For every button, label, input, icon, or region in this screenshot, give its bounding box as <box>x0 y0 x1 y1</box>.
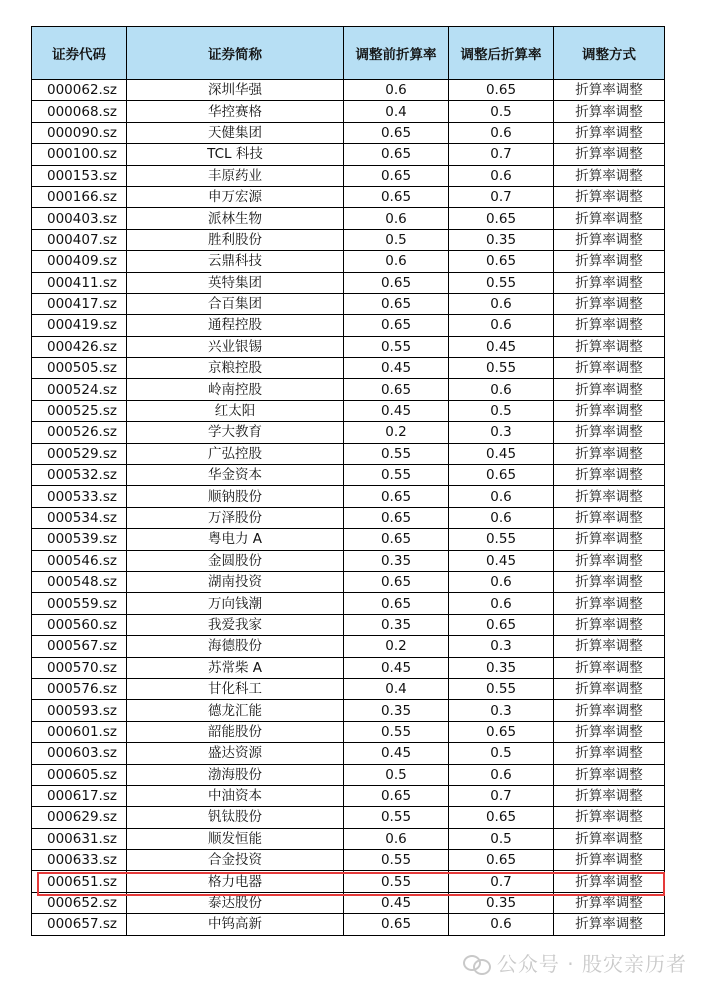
cell-security-name: 粤电力 A <box>127 529 344 550</box>
table-row <box>32 678 665 699</box>
cell-adjust-method: 折算率调整 <box>554 422 665 443</box>
cell-adjust-method: 折算率调整 <box>554 379 665 400</box>
cell-security-code: 000548.sz <box>32 571 127 592</box>
table-row <box>32 785 665 806</box>
cell-adjust-method: 折算率调整 <box>554 101 665 122</box>
cell-security-name: 万泽股份 <box>127 507 344 528</box>
cell-rate-after: 0.35 <box>449 657 554 678</box>
cell-security-name: 韶能股份 <box>127 721 344 742</box>
cell-adjust-method: 折算率调整 <box>554 251 665 272</box>
cell-security-code: 000601.sz <box>32 721 127 742</box>
cell-adjust-method: 折算率调整 <box>554 443 665 464</box>
cell-security-code: 000407.sz <box>32 229 127 250</box>
cell-rate-after: 0.65 <box>449 80 554 101</box>
header-adjust-method: 调整方式 <box>554 27 665 80</box>
cell-rate-after: 0.65 <box>449 850 554 871</box>
table-row <box>32 251 665 272</box>
cell-rate-before: 0.65 <box>344 379 449 400</box>
cell-security-code: 000403.sz <box>32 208 127 229</box>
table-row <box>32 614 665 635</box>
cell-security-code: 000576.sz <box>32 678 127 699</box>
cell-rate-before: 0.45 <box>344 358 449 379</box>
cell-security-name: 派林生物 <box>127 208 344 229</box>
cell-rate-before: 0.35 <box>344 614 449 635</box>
cell-rate-before: 0.65 <box>344 186 449 207</box>
cell-security-code: 000062.sz <box>32 80 127 101</box>
table-row <box>32 807 665 828</box>
table-row <box>32 101 665 122</box>
table-row <box>32 892 665 913</box>
cell-rate-after: 0.65 <box>449 721 554 742</box>
cell-adjust-method: 折算率调整 <box>554 678 665 699</box>
cell-rate-before: 0.65 <box>344 529 449 550</box>
cell-security-code: 000633.sz <box>32 850 127 871</box>
cell-adjust-method: 折算率调整 <box>554 614 665 635</box>
cell-rate-before: 0.55 <box>344 336 449 357</box>
cell-security-name: 云鼎科技 <box>127 251 344 272</box>
cell-rate-after: 0.5 <box>449 828 554 849</box>
cell-adjust-method: 折算率调整 <box>554 700 665 721</box>
cell-rate-before: 0.35 <box>344 700 449 721</box>
cell-rate-before: 0.55 <box>344 465 449 486</box>
cell-adjust-method: 折算率调整 <box>554 272 665 293</box>
cell-security-code: 000526.sz <box>32 422 127 443</box>
cell-rate-after: 0.65 <box>449 807 554 828</box>
table-row <box>32 636 665 657</box>
cell-security-code: 000417.sz <box>32 293 127 314</box>
cell-security-name: 顺钠股份 <box>127 486 344 507</box>
cell-adjust-method: 折算率调整 <box>554 336 665 357</box>
table-row <box>32 379 665 400</box>
cell-security-code: 000524.sz <box>32 379 127 400</box>
table-row <box>32 657 665 678</box>
cell-rate-before: 0.45 <box>344 400 449 421</box>
cell-security-name: 京粮控股 <box>127 358 344 379</box>
table-row <box>32 443 665 464</box>
cell-security-code: 000100.sz <box>32 144 127 165</box>
cell-adjust-method: 折算率调整 <box>554 721 665 742</box>
cell-rate-after: 0.6 <box>449 165 554 186</box>
cell-rate-after: 0.55 <box>449 529 554 550</box>
cell-rate-before: 0.2 <box>344 636 449 657</box>
cell-rate-before: 0.55 <box>344 721 449 742</box>
cell-rate-before: 0.65 <box>344 914 449 935</box>
cell-rate-after: 0.7 <box>449 144 554 165</box>
cell-security-name: 我爱我家 <box>127 614 344 635</box>
cell-rate-before: 0.55 <box>344 871 449 892</box>
cell-security-name: 华控赛格 <box>127 101 344 122</box>
cell-rate-after: 0.65 <box>449 614 554 635</box>
table-row <box>32 229 665 250</box>
cell-rate-before: 0.65 <box>344 315 449 336</box>
cell-security-name: 胜利股份 <box>127 229 344 250</box>
cell-security-name: 广弘控股 <box>127 443 344 464</box>
cell-security-code: 000153.sz <box>32 165 127 186</box>
table-row <box>32 721 665 742</box>
cell-adjust-method: 折算率调整 <box>554 165 665 186</box>
cell-rate-after: 0.6 <box>449 764 554 785</box>
cell-adjust-method: 折算率调整 <box>554 636 665 657</box>
cell-security-name: 天健集团 <box>127 122 344 143</box>
cell-rate-after: 0.65 <box>449 208 554 229</box>
cell-adjust-method: 折算率调整 <box>554 229 665 250</box>
table-row <box>32 165 665 186</box>
cell-security-name: 德龙汇能 <box>127 700 344 721</box>
cell-rate-after: 0.5 <box>449 743 554 764</box>
cell-security-code: 000539.sz <box>32 529 127 550</box>
cell-rate-before: 0.65 <box>344 144 449 165</box>
cell-security-name: 渤海股份 <box>127 764 344 785</box>
table-row <box>32 507 665 528</box>
cell-security-name: 英特集团 <box>127 272 344 293</box>
table-row <box>32 850 665 871</box>
cell-security-name: 湖南投资 <box>127 571 344 592</box>
cell-adjust-method: 折算率调整 <box>554 892 665 913</box>
cell-security-name: 甘化科工 <box>127 678 344 699</box>
cell-security-code: 000166.sz <box>32 186 127 207</box>
cell-adjust-method: 折算率调整 <box>554 122 665 143</box>
cell-security-name: 深圳华强 <box>127 80 344 101</box>
cell-rate-after: 0.55 <box>449 272 554 293</box>
cell-rate-after: 0.6 <box>449 507 554 528</box>
cell-rate-after: 0.6 <box>449 486 554 507</box>
cell-rate-after: 0.6 <box>449 293 554 314</box>
cell-security-name: 学大教育 <box>127 422 344 443</box>
cell-rate-before: 0.6 <box>344 828 449 849</box>
cell-rate-before: 0.65 <box>344 272 449 293</box>
table-row <box>32 293 665 314</box>
watermark <box>463 948 687 977</box>
table-row <box>32 186 665 207</box>
cell-rate-after: 0.55 <box>449 358 554 379</box>
cell-security-name: 兴业银锡 <box>127 336 344 357</box>
cell-rate-after: 0.6 <box>449 571 554 592</box>
cell-security-name: 泰达股份 <box>127 892 344 913</box>
table-row <box>32 828 665 849</box>
cell-rate-before: 0.65 <box>344 122 449 143</box>
cell-rate-before: 0.5 <box>344 764 449 785</box>
cell-rate-after: 0.3 <box>449 422 554 443</box>
cell-rate-after: 0.55 <box>449 678 554 699</box>
table-row <box>32 208 665 229</box>
cell-security-name: 华金资本 <box>127 465 344 486</box>
cell-adjust-method: 折算率调整 <box>554 358 665 379</box>
cell-adjust-method: 折算率调整 <box>554 807 665 828</box>
cell-rate-after: 0.7 <box>449 785 554 806</box>
cell-adjust-method: 折算率调整 <box>554 914 665 935</box>
table-row <box>32 914 665 935</box>
cell-security-name: 苏常柴 A <box>127 657 344 678</box>
cell-adjust-method: 折算率调整 <box>554 293 665 314</box>
cell-security-code: 000525.sz <box>32 400 127 421</box>
cell-rate-before: 0.35 <box>344 550 449 571</box>
cell-rate-after: 0.65 <box>449 465 554 486</box>
cell-rate-before: 0.4 <box>344 101 449 122</box>
cell-adjust-method: 折算率调整 <box>554 529 665 550</box>
cell-security-name: 丰原药业 <box>127 165 344 186</box>
cell-rate-after: 0.6 <box>449 593 554 614</box>
cell-rate-before: 0.45 <box>344 743 449 764</box>
cell-adjust-method: 折算率调整 <box>554 80 665 101</box>
cell-rate-before: 0.2 <box>344 422 449 443</box>
cell-adjust-method: 折算率调整 <box>554 828 665 849</box>
table-row <box>32 529 665 550</box>
cell-rate-before: 0.65 <box>344 507 449 528</box>
cell-security-code: 000411.sz <box>32 272 127 293</box>
cell-security-code: 000534.sz <box>32 507 127 528</box>
cell-security-code: 000409.sz <box>32 251 127 272</box>
header-security-code: 证券代码 <box>32 27 127 80</box>
cell-security-code: 000567.sz <box>32 636 127 657</box>
table-row <box>32 743 665 764</box>
table-row <box>32 700 665 721</box>
header-security-name: 证券简称 <box>127 27 344 80</box>
cell-adjust-method: 折算率调整 <box>554 186 665 207</box>
table-row <box>32 400 665 421</box>
cell-security-name: 中油资本 <box>127 785 344 806</box>
header-rate-before: 调整前折算率 <box>344 27 449 80</box>
cell-security-code: 000533.sz <box>32 486 127 507</box>
cell-adjust-method: 折算率调整 <box>554 593 665 614</box>
cell-rate-after: 0.7 <box>449 186 554 207</box>
cell-adjust-method: 折算率调整 <box>554 486 665 507</box>
cell-rate-after: 0.7 <box>449 871 554 892</box>
cell-rate-before: 0.65 <box>344 486 449 507</box>
table-row <box>32 593 665 614</box>
cell-security-code: 000090.sz <box>32 122 127 143</box>
cell-security-name: 通程控股 <box>127 315 344 336</box>
table-row <box>32 465 665 486</box>
cell-security-code: 000657.sz <box>32 914 127 935</box>
cell-adjust-method: 折算率调整 <box>554 315 665 336</box>
cell-adjust-method: 折算率调整 <box>554 743 665 764</box>
cell-adjust-method: 折算率调整 <box>554 764 665 785</box>
cell-rate-after: 0.3 <box>449 700 554 721</box>
cell-security-code: 000546.sz <box>32 550 127 571</box>
cell-security-code: 000629.sz <box>32 807 127 828</box>
cell-adjust-method: 折算率调整 <box>554 571 665 592</box>
cell-adjust-method: 折算率调整 <box>554 871 665 892</box>
cell-security-name: 钒钛股份 <box>127 807 344 828</box>
cell-rate-after: 0.35 <box>449 229 554 250</box>
discount-rate-table <box>31 26 665 936</box>
cell-rate-before: 0.65 <box>344 571 449 592</box>
cell-security-name: 万向钱潮 <box>127 593 344 614</box>
cell-security-code: 000570.sz <box>32 657 127 678</box>
wechat-icon <box>463 953 493 973</box>
cell-security-name: 中钨高新 <box>127 914 344 935</box>
cell-rate-after: 0.45 <box>449 550 554 571</box>
table-row <box>32 315 665 336</box>
table-row <box>32 764 665 785</box>
cell-security-code: 000559.sz <box>32 593 127 614</box>
cell-adjust-method: 折算率调整 <box>554 550 665 571</box>
cell-security-code: 000652.sz <box>32 892 127 913</box>
cell-adjust-method: 折算率调整 <box>554 850 665 871</box>
cell-adjust-method: 折算率调整 <box>554 785 665 806</box>
cell-security-name: 岭南控股 <box>127 379 344 400</box>
table-body <box>32 80 665 936</box>
cell-rate-after: 0.45 <box>449 443 554 464</box>
cell-rate-after: 0.45 <box>449 336 554 357</box>
table-row <box>32 550 665 571</box>
cell-rate-before: 0.4 <box>344 678 449 699</box>
table-row <box>32 144 665 165</box>
cell-security-name: 红太阳 <box>127 400 344 421</box>
cell-rate-after: 0.65 <box>449 251 554 272</box>
table-row <box>32 80 665 101</box>
cell-rate-before: 0.65 <box>344 593 449 614</box>
cell-security-name: 申万宏源 <box>127 186 344 207</box>
cell-security-name: 海德股份 <box>127 636 344 657</box>
cell-rate-after: 0.6 <box>449 122 554 143</box>
table-row <box>32 272 665 293</box>
cell-security-code: 000651.sz <box>32 871 127 892</box>
cell-security-code: 000532.sz <box>32 465 127 486</box>
cell-security-name: TCL 科技 <box>127 144 344 165</box>
cell-security-code: 000505.sz <box>32 358 127 379</box>
cell-security-code: 000068.sz <box>32 101 127 122</box>
cell-security-code: 000617.sz <box>32 785 127 806</box>
watermark-text: 公众号 · 股灾亲历者 <box>496 952 687 976</box>
cell-security-name: 合百集团 <box>127 293 344 314</box>
cell-rate-before: 0.6 <box>344 208 449 229</box>
cell-security-code: 000426.sz <box>32 336 127 357</box>
cell-security-code: 000631.sz <box>32 828 127 849</box>
table-row <box>32 358 665 379</box>
cell-security-code: 000605.sz <box>32 764 127 785</box>
cell-rate-before: 0.65 <box>344 165 449 186</box>
cell-security-code: 000419.sz <box>32 315 127 336</box>
cell-security-name: 格力电器 <box>127 871 344 892</box>
cell-rate-before: 0.55 <box>344 443 449 464</box>
cell-security-code: 000603.sz <box>32 743 127 764</box>
cell-adjust-method: 折算率调整 <box>554 400 665 421</box>
cell-rate-before: 0.45 <box>344 892 449 913</box>
table-header-row <box>32 27 665 80</box>
cell-rate-before: 0.55 <box>344 850 449 871</box>
cell-security-code: 000560.sz <box>32 614 127 635</box>
cell-security-code: 000593.sz <box>32 700 127 721</box>
cell-security-name: 合金投资 <box>127 850 344 871</box>
table-row <box>32 486 665 507</box>
table-row-highlighted <box>32 871 665 892</box>
table-row <box>32 336 665 357</box>
cell-adjust-method: 折算率调整 <box>554 208 665 229</box>
table-row <box>32 122 665 143</box>
cell-rate-after: 0.3 <box>449 636 554 657</box>
cell-security-code: 000529.sz <box>32 443 127 464</box>
cell-adjust-method: 折算率调整 <box>554 507 665 528</box>
cell-rate-after: 0.35 <box>449 892 554 913</box>
cell-rate-after: 0.6 <box>449 379 554 400</box>
table-row <box>32 422 665 443</box>
cell-rate-after: 0.6 <box>449 914 554 935</box>
header-rate-after: 调整后折算率 <box>449 27 554 80</box>
cell-rate-before: 0.5 <box>344 229 449 250</box>
cell-rate-before: 0.6 <box>344 251 449 272</box>
cell-adjust-method: 折算率调整 <box>554 657 665 678</box>
cell-rate-after: 0.5 <box>449 101 554 122</box>
cell-rate-before: 0.65 <box>344 293 449 314</box>
cell-rate-before: 0.45 <box>344 657 449 678</box>
cell-rate-before: 0.65 <box>344 785 449 806</box>
cell-rate-after: 0.5 <box>449 400 554 421</box>
cell-adjust-method: 折算率调整 <box>554 144 665 165</box>
cell-rate-after: 0.6 <box>449 315 554 336</box>
cell-security-name: 盛达资源 <box>127 743 344 764</box>
table-row <box>32 571 665 592</box>
cell-security-name: 金圆股份 <box>127 550 344 571</box>
cell-adjust-method: 折算率调整 <box>554 465 665 486</box>
cell-rate-before: 0.55 <box>344 807 449 828</box>
cell-rate-before: 0.6 <box>344 80 449 101</box>
cell-security-name: 顺发恒能 <box>127 828 344 849</box>
